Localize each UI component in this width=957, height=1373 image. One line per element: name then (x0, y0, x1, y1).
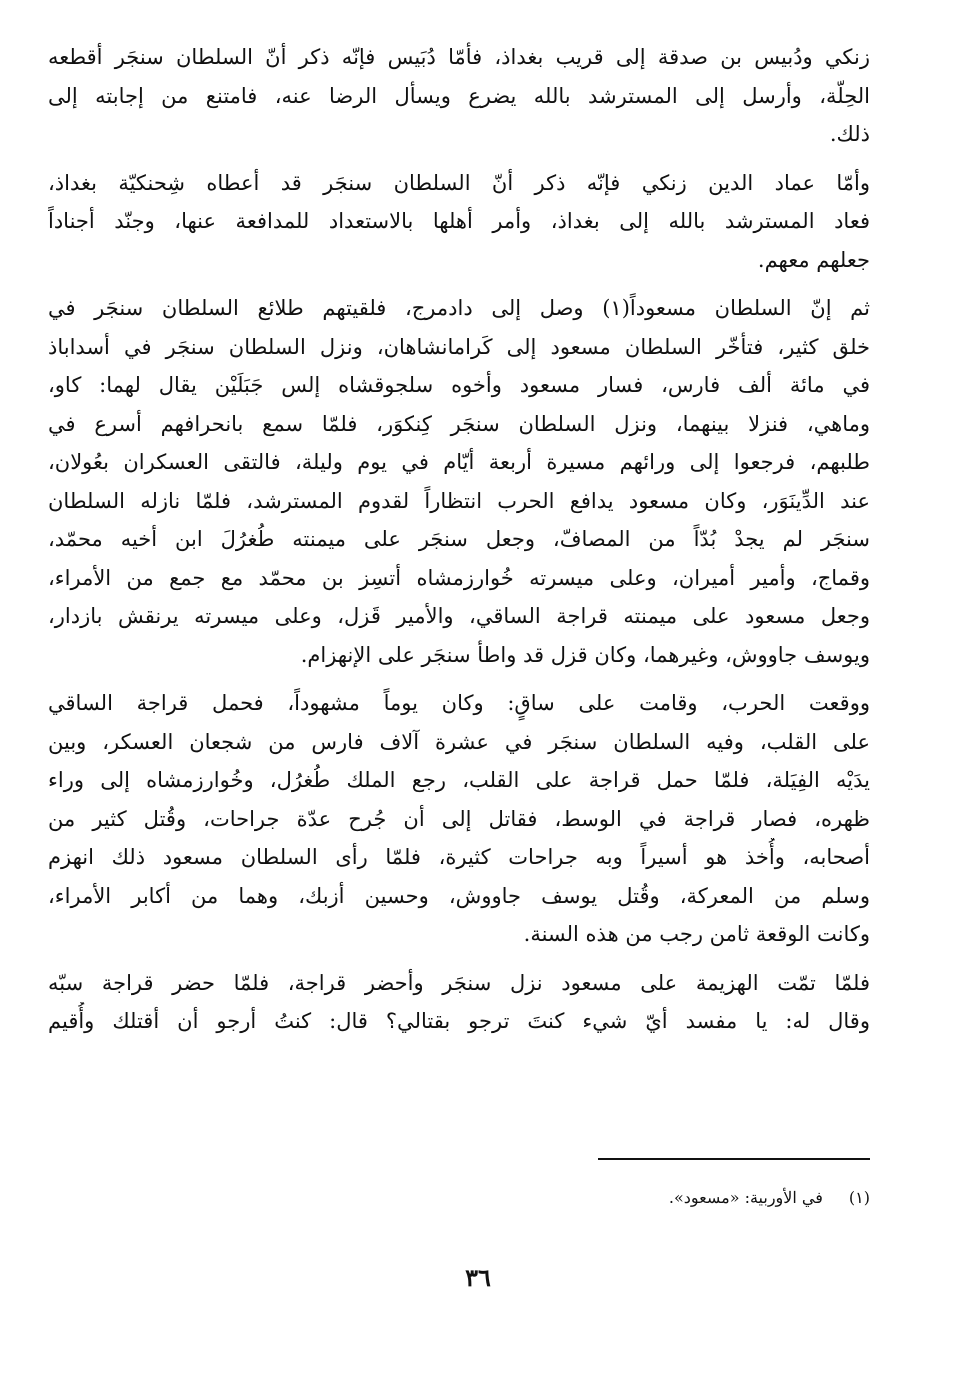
paragraph-4 (48, 684, 870, 954)
text-line: وجعل مسعود على ميمنته قراجة الساقي، والأمير قَزل، وعلى ميسرته يرنقش بازدار، (48, 604, 870, 628)
text-line: الحِلّة، وأرسل إلى المسترشد بالله يضرع ويسأل الرضا عنه، فامتنع من إجابته إلى (48, 83, 870, 108)
page-number: ٣٦ (465, 1263, 491, 1292)
text-line: سنجَر لم يجدْ بُدّاً من المصافّ، وجعل سنجَر على ميمنته طُغرُلَ ابن أخيه محمّد، (48, 527, 870, 551)
main-text (48, 38, 870, 1041)
text-line: خلق كثير، فتأخّر السلطان مسعود إلى كَرامانشاهان، ونزل السلطان سنجَر في أسداباذ (48, 334, 870, 359)
text-line: طلبهم، فرجعوا إلى ورائهم مسيرة أربعة أيّام في يوم وليلة، فالتقى العسكران بعُولان، (48, 450, 870, 474)
footnote-number: (١) (848, 1188, 870, 1207)
text-line: وسلم من المعركة، وقُتل يوسف جاووش، وحسين أزبك، وهما من أكابر الأمراء، (48, 883, 870, 908)
text-line: زنكي ودُبيس بن صدقة إلى قريب بغداذ، فأمّا دُبَيس فإنّه ذكر أنّ السلطان سنجَر أقطعه (48, 45, 870, 69)
paragraph-1 (48, 38, 870, 154)
paragraph-5 (48, 964, 870, 1041)
text-line: ذلك. (829, 122, 870, 146)
text-line: وكانت الوقعة ثامن رجب من هذه السنة. (523, 922, 870, 946)
paragraph-3 (48, 289, 870, 674)
text-line: ووقعت الحرب، وقامت على ساقٍ: وكان يوماً مشهوداً، فحمل قراجة الساقي (48, 691, 870, 715)
text-line: أصحابه، وأُخذ هو أسيراً وبه جراحات كثيرة، فلمّا رأى السلطان مسعود ذلك انهزم (48, 845, 870, 869)
text-line: ظهره، فصار قراجة في الوسط، فقاتل إلى أن جُرح عدّة جراحات، وقُتل كثير من (48, 806, 870, 831)
text-line: وأمّا عماد الدين زنكي فإنّه ذكر أنّ السلطان سنجَر قد أعطاه شِحنكيّة بغداذ، (48, 170, 870, 195)
text-line: في مائة ألف فارس، فسار مسعود وأخوه سلجوقشاه إلس جَبَلَيْن يقال لهما: كاو، (48, 373, 870, 397)
text-line: فلمّا تمّت الهزيمة على مسعود نزل سنجَر وأحضر قراجة، فلمّا حضر قراجة سبّه (48, 970, 870, 995)
text-line: فعاد المسترشد بالله إلى بغداذ، وأمر أهلها بالاستعداد للمدافعة عنها، وجنّد أجناداً (48, 209, 870, 233)
text-line: وقال له: يا مفسد أيّ شيء كنتَ ترجو بقتالي؟ قال: كنتُ أرجو أن أقتلك وأُقيم (48, 1009, 870, 1033)
text-line: جعلهم معهم. (757, 247, 870, 272)
footnote-text: في الأوربية: «مسعود». (668, 1188, 823, 1207)
text-line: على القلب، وفيه السلطان سنجَر في عشرة آلاف فارس من شجعان العسكر، وبين (48, 729, 870, 754)
text-line: عند الدِّينَوَر، وكان مسعود يدافع الحرب انتظاراً لقدوم المسترشد، فلمّا نازله السلطان (48, 488, 870, 513)
footnote-divider (598, 1158, 870, 1160)
text-line: ويوسف جاووش، وغيرهما، وكان قزل قد واطأ سنجَر على الإنهزام. (300, 642, 870, 667)
footnote (300, 1184, 870, 1212)
text-line: يدَيْه الفِيَلة، فلمّا حمل قراجة على القلب، رجع الملك طُغرُل، وخُوارزمشاه إلى وراء (48, 768, 870, 792)
text-line: ثم إنّ السلطان مسعوداً(١) وصل إلى دادمرج، فلقيتهم طلائع السلطان سنجَر في (48, 296, 870, 320)
text-line: وقماج، وأمير أميران، وعلى ميسرته خُوارزمشاه أتسِز بن محمّد مع جمع من الأمراء، (48, 565, 870, 590)
paragraph-2 (48, 164, 870, 280)
text-line: وماهي، فنزلا بينهما، ونزل السلطان سنجَر كِنكوَر، فلمّا سمع بانحرافهم أسرع في (48, 411, 870, 436)
